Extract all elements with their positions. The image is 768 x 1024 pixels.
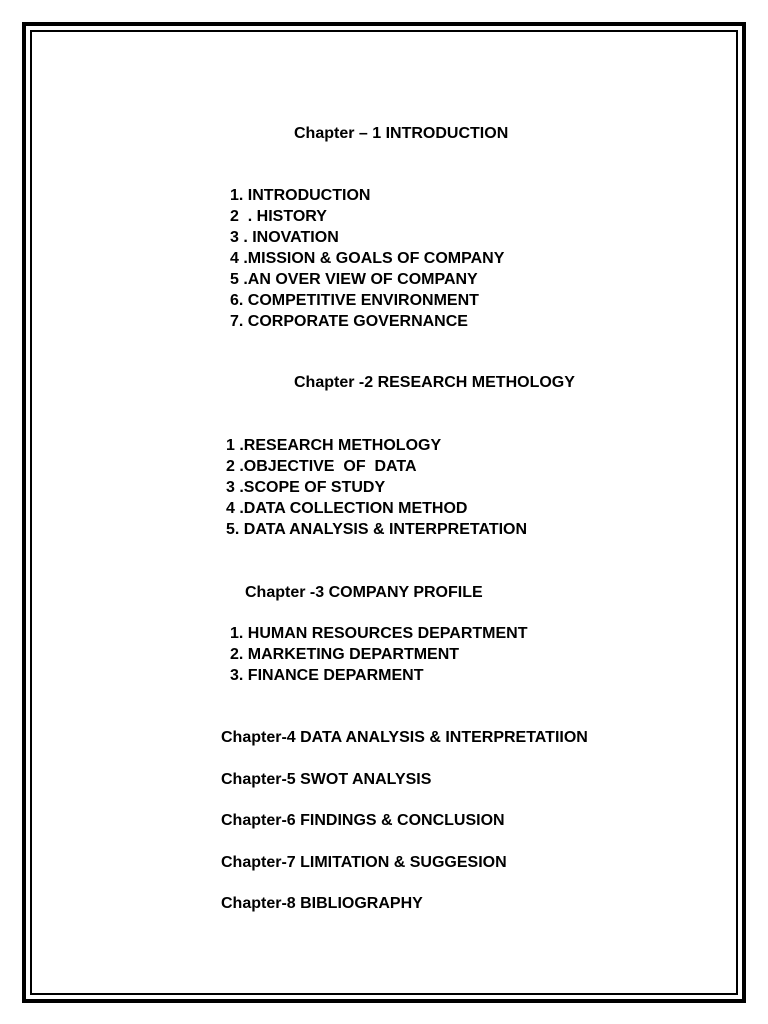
chapter-3-item: 3. FINANCE DEPARMENT [230, 667, 424, 684]
chapter-2-item: 1 .RESEARCH METHOLOGY [226, 437, 442, 454]
chapter-4-heading: Chapter-4 DATA ANALYSIS & INTERPRETATIION [221, 729, 588, 746]
chapter-8-heading: Chapter-8 BIBLIOGRAPHY [221, 895, 423, 912]
chapter-3-list [230, 623, 528, 686]
chapter-1-list [230, 185, 504, 332]
chapter-2-item: 5. DATA ANALYSIS & INTERPRETATION [226, 521, 528, 538]
chapter-2-heading: Chapter -2 RESEARCH METHOLOGY [294, 374, 575, 391]
chapter-2-item: 4 .DATA COLLECTION METHOD [226, 500, 468, 517]
chapter-1-item: 2 . HISTORY [230, 208, 327, 225]
chapter-1-item: 1. INTRODUCTION [230, 187, 371, 204]
chapter-3-heading: Chapter -3 COMPANY PROFILE [245, 584, 483, 601]
chapter-2-list [226, 435, 527, 540]
chapter-1-item: 5 .AN OVER VIEW OF COMPANY [230, 271, 478, 288]
chapter-1-heading: Chapter – 1 INTRODUCTION [294, 125, 509, 142]
chapter-1-item: 7. CORPORATE GOVERNANCE [230, 313, 468, 330]
chapter-1-item: 4 .MISSION & GOALS OF COMPANY [230, 250, 505, 267]
chapter-6-heading: Chapter-6 FINDINGS & CONCLUSION [221, 812, 505, 829]
chapter-1-item: 6. COMPETITIVE ENVIRONMENT [230, 292, 479, 309]
chapter-1-item: 3 . INOVATION [230, 229, 339, 246]
chapter-7-heading: Chapter-7 LIMITATION & SUGGESION [221, 854, 507, 871]
chapter-3-item: 1. HUMAN RESOURCES DEPARTMENT [230, 625, 528, 642]
chapter-2-item: 2 .OBJECTIVE OF DATA [226, 458, 417, 475]
chapter-2-item: 3 .SCOPE OF STUDY [226, 479, 386, 496]
chapter-3-item: 2. MARKETING DEPARTMENT [230, 646, 460, 663]
chapter-5-heading: Chapter-5 SWOT ANALYSIS [221, 771, 432, 788]
